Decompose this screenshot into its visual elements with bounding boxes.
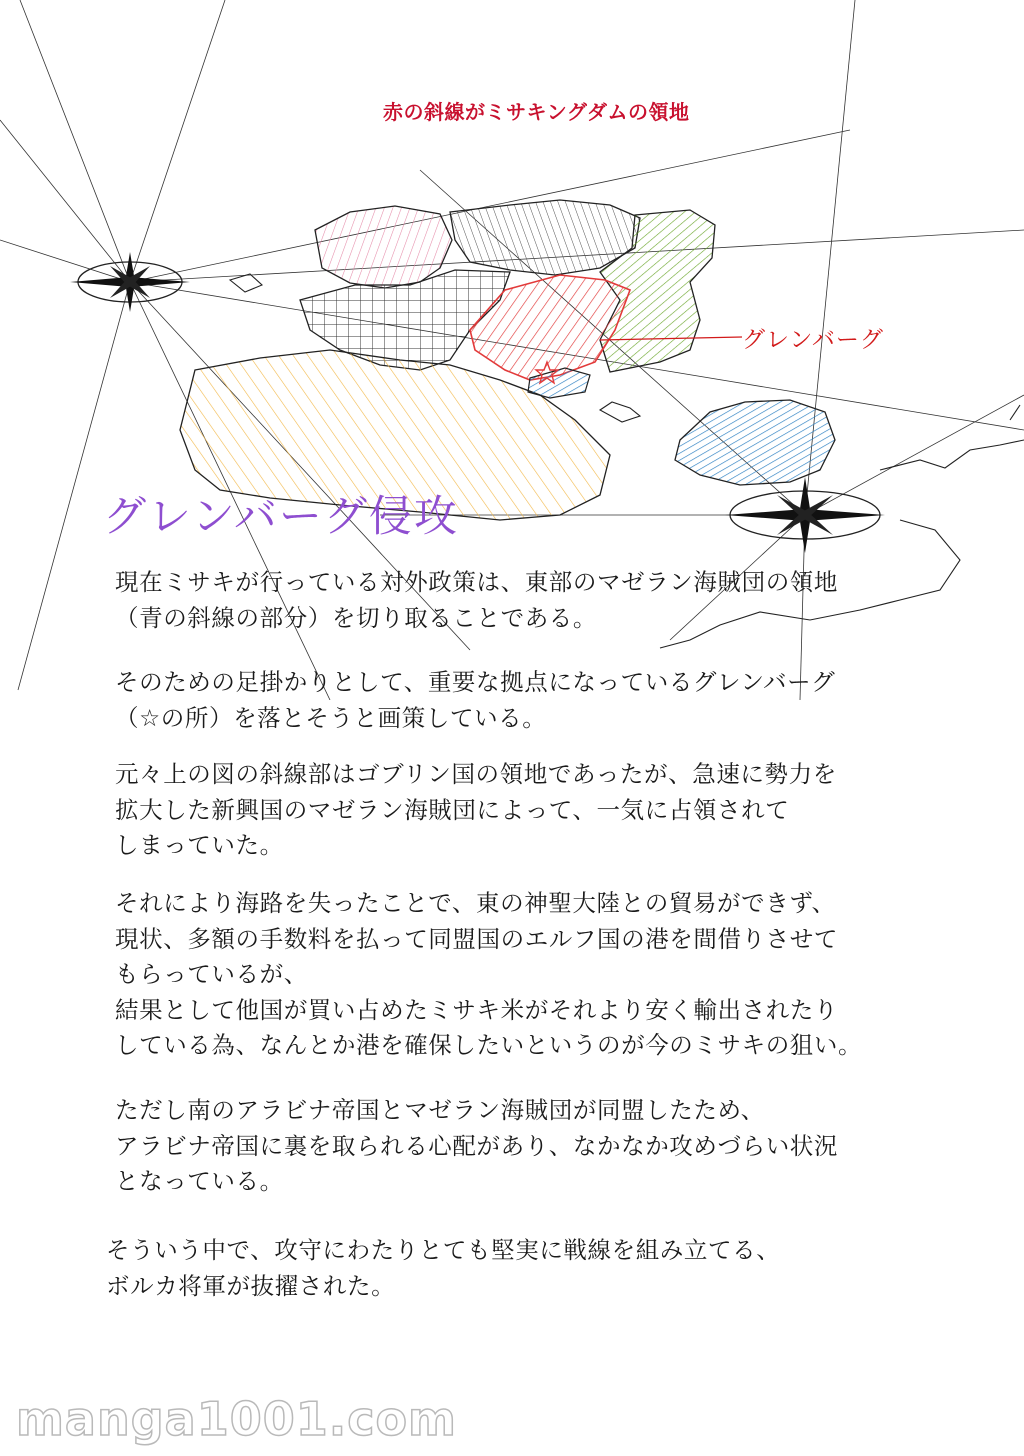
section-heading: グレンバーグ侵攻 (103, 492, 459, 542)
compass-rose-icon (725, 477, 885, 553)
text-line: それにより海路を失ったことで、東の神聖大陸との貿易ができず、 (115, 889, 836, 917)
compass-rose-icon (70, 252, 190, 312)
map-caption: 赤の斜線がミサキングダムの領地 (383, 100, 690, 124)
watermark: manga1001.com (16, 1392, 457, 1446)
paragraph-general (106, 1233, 780, 1304)
text-line: 現在ミサキが行っている対外政策は、東部のマゼラン海賊団の領地 (115, 568, 838, 596)
text-line: ただし南のアラビナ帝国とマゼラン海賊団が同盟したため、 (115, 1096, 765, 1124)
text-line: している為、なんとか港を確保したいというのが今のミサキの狙い。 (115, 1031, 863, 1059)
text-line: （青の斜線の部分）を切り取ることである。 (115, 603, 597, 632)
text-line: そのための足掛かりとして、重要な拠点になっているグレンバーグ (115, 668, 836, 696)
paragraph-alliance (115, 1093, 838, 1200)
text-line: 拡大した新興国のマゼラン海賊団によって、一気に占領されて (115, 795, 790, 824)
magellan-east-region (675, 400, 835, 485)
text-line: そういう中で、攻守にわたりとても堅実に戦線を組み立てる、 (106, 1236, 781, 1264)
text-line: 現状、多額の手数料を払って同盟国のエルフ国の港を間借りさせて (115, 924, 838, 953)
glenberg-label: グレンバーグ (742, 327, 884, 353)
text-line: となっている。 (115, 1167, 284, 1195)
text-line: 元々上の図の斜線部はゴブリン国の領地であったが、急速に勢力を (115, 760, 837, 788)
paragraph-trade (115, 886, 862, 1064)
pink-region (315, 206, 452, 288)
text-line: もらっているが、 (115, 960, 308, 988)
text-line: （☆の所）を落とそうと画策している。 (115, 703, 547, 732)
paragraph-foothold (115, 665, 835, 736)
text-line: しまっていた。 (115, 831, 284, 859)
paragraph-history (115, 757, 837, 864)
text-line: アラビナ帝国に裏を取られる心配があり、なかなか攻めづらい状況 (115, 1131, 838, 1160)
text-line: ボルカ将軍が抜擢された。 (106, 1271, 396, 1300)
paragraph-policy (115, 565, 838, 636)
text-line: 結果として他国が買い占めたミサキ米がそれより安く輸出されたり (115, 995, 838, 1024)
